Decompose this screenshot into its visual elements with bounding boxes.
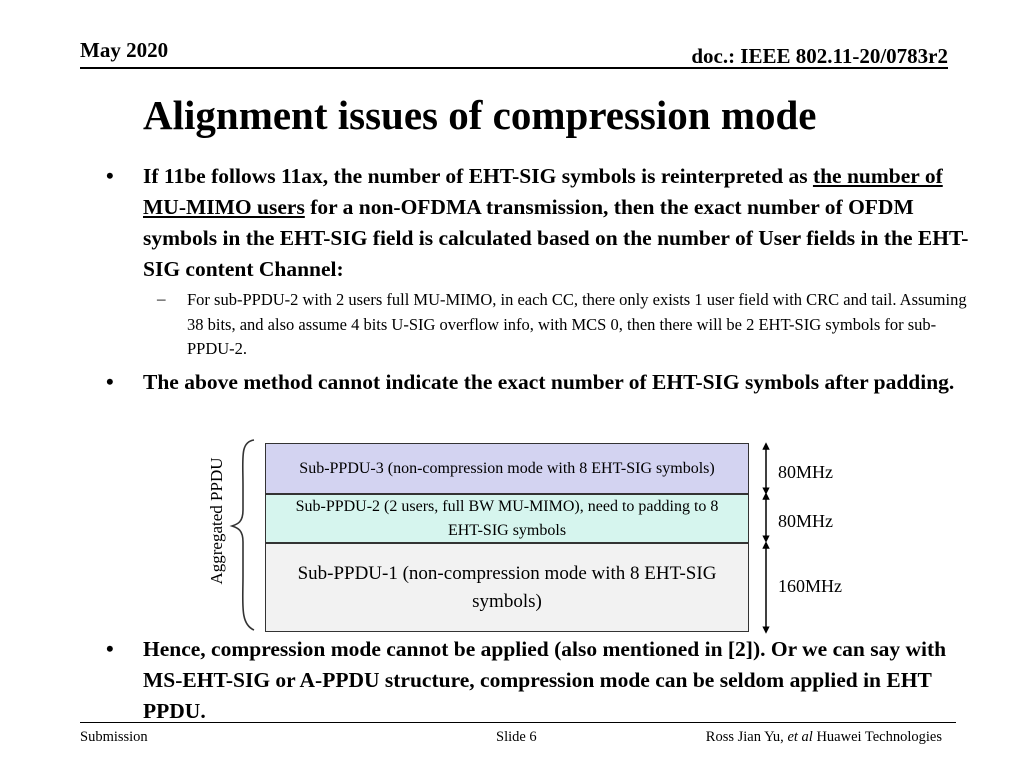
- bullet-icon: •: [106, 369, 114, 394]
- sub-ppdu-1: [265, 543, 749, 632]
- header-date: May 2020: [80, 38, 169, 62]
- sub-ppdu-3: [265, 443, 749, 494]
- dash-icon: –: [157, 289, 166, 308]
- header-divider: [80, 67, 948, 69]
- bullet-2: The above method cannot indicate the exact number of EHT-SIG symbols after padding.: [143, 370, 955, 394]
- footer-slide-number: Slide 6: [496, 729, 537, 745]
- footer-author-name: Ross Jian Yu,: [705, 729, 788, 745]
- bullet-1: [143, 161, 973, 285]
- bullet-icon: •: [106, 163, 114, 188]
- slide-title: Alignment issues of compression mode: [143, 92, 817, 138]
- sub-bullet-1: For sub-PPDU-2 with 2 users full MU-MIMO, in each CC, there only exists 1 user field with CRC and tail. Assuming 38 bits, and also assume 4 bits U-SIG overflow info, with MCS 0, then there will be 2 EHT-SIG symbols for sub-PPDU-2.: [187, 290, 967, 358]
- header-doc-id: doc.: IEEE 802.11-20/0783r2: [691, 44, 948, 68]
- bullet-3: Hence, compression mode cannot be applied (also mentioned in [2]). Or we can say with MS-EHT-SIG or A-PPDU structure, compression mode can be seldom applied in EHT PPDU.: [143, 637, 947, 723]
- bandwidth-sub-ppdu-1: 160MHz: [778, 576, 842, 596]
- sub-ppdu-3-label: Sub-PPDU-3 (non-compression mode with 8 EHT-SIG symbols): [299, 459, 715, 477]
- aggregated-ppdu-label: Aggregated PPDU: [207, 457, 226, 585]
- footer-author: [706, 729, 942, 746]
- footer-author-etal: et al: [787, 729, 813, 745]
- sub-ppdu-2: [265, 494, 749, 543]
- sub-ppdu-1-label: Sub-PPDU-1 (non-compression mode with 8 EHT-SIG symbols): [297, 562, 717, 612]
- sub-ppdu-2-label: Sub-PPDU-2 (2 users, full BW MU-MIMO), need to padding to 8 EHT-SIG symbols: [295, 497, 719, 539]
- footer-author-org: Huawei Technologies: [812, 729, 942, 745]
- footer-divider: [80, 722, 956, 723]
- bandwidth-sub-ppdu-3: 80MHz: [778, 462, 833, 482]
- footer-submission: Submission: [80, 729, 148, 745]
- bullet-icon: •: [106, 636, 114, 661]
- bullet-1-text-pre: If 11be follows 11ax, the number of EHT-SIG symbols is reinterpreted as: [143, 164, 813, 188]
- bandwidth-sub-ppdu-2: 80MHz: [778, 511, 833, 531]
- bandwidth-arrows: [755, 440, 777, 636]
- brace-icon: [228, 436, 258, 636]
- bullet-1-text-post: for a non-OFDMA transmission, then the exact number of OFDM symbols in the EHT-SIG field is calculated based on the number of User fields in the EHT-SIG content Channel:: [143, 195, 969, 281]
- bullet-1-underlined: the number of MU-MIMO users: [143, 164, 943, 219]
